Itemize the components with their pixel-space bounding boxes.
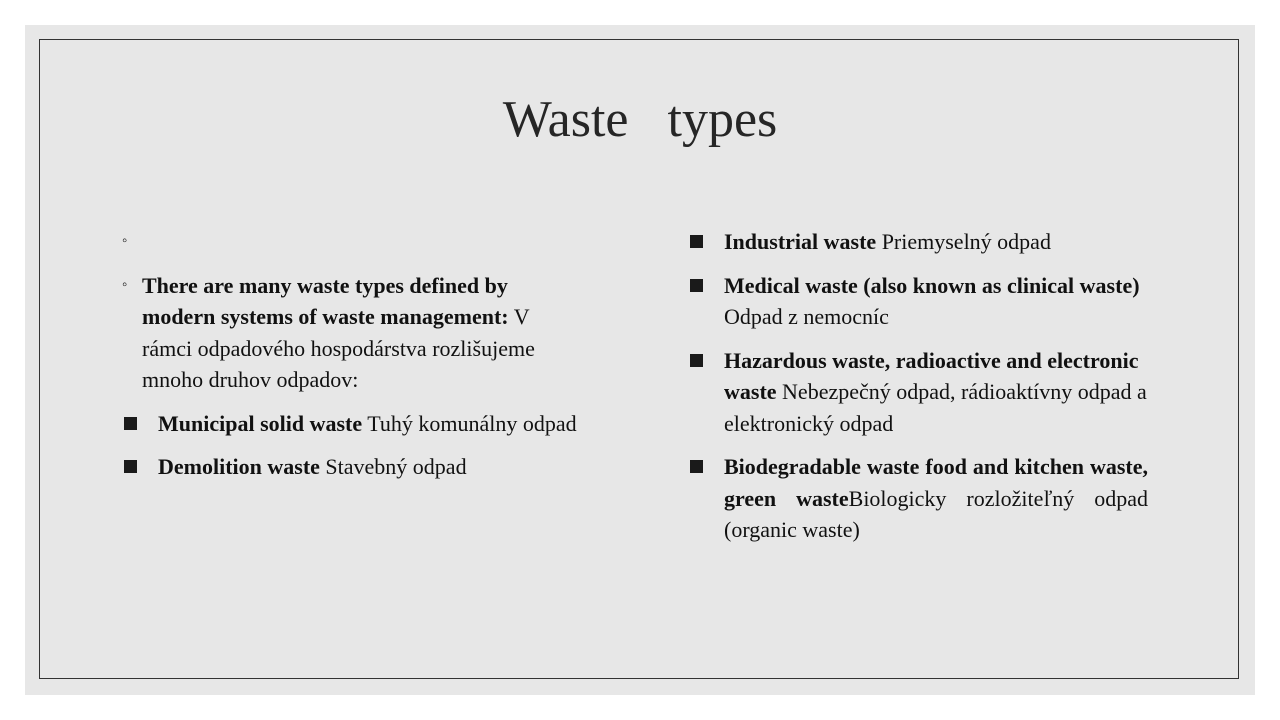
square-bullet-icon (690, 354, 703, 367)
intro-text: V rámci odpadového hospodárstva rozlišujeme mnoho druhov odpadov: (142, 304, 535, 392)
item-bold-text: Municipal solid waste (158, 410, 363, 436)
item-text: Stavebný odpad (319, 454, 467, 479)
item-text: Nebezpečný odpad, rádioaktívny odpad a elektronický odpad (724, 379, 1147, 436)
item-bold-text: Hazardous waste, radioactive and electronic waste (724, 347, 1139, 404)
item-bold-text: Demolition waste (158, 454, 320, 479)
list-item-municipal (122, 408, 582, 440)
intro-bullet-item (122, 270, 582, 396)
slide (25, 25, 1255, 695)
slide-frame (39, 39, 1239, 679)
square-bullet-icon (690, 235, 703, 248)
square-bullet-icon (124, 417, 137, 430)
item-text: Tuhý komunálny odpad (362, 410, 577, 436)
list-item-hazardous (688, 345, 1148, 440)
right-column (688, 226, 1148, 558)
list-item-demolition (122, 451, 582, 483)
item-bold-text: Biodegradable waste food and kitchen waste, green waste (724, 454, 1148, 511)
square-bullet-icon (124, 460, 137, 473)
item-bold-text: Medical waste (also known as clinical waste) (724, 272, 1140, 298)
circle-bullet-icon: ◦ (122, 233, 128, 249)
list-item-biodegradable (688, 451, 1148, 546)
empty-bullet-item (122, 226, 582, 258)
square-bullet-icon (690, 279, 703, 292)
circle-bullet-icon: ◦ (122, 276, 128, 293)
square-bullet-icon (690, 460, 703, 473)
item-text: Priemyselný odpad (876, 229, 1051, 254)
list-item-industrial (688, 226, 1148, 258)
slide-title: Waste types (502, 91, 778, 148)
list-item-medical (688, 270, 1148, 333)
item-text: Biologicky rozložiteľný odpad (organic waste) (724, 485, 1149, 542)
intro-bold-text: There are many waste types defined by modern systems of waste management: (142, 272, 509, 329)
item-bold-text: Industrial waste (724, 229, 877, 254)
left-column (122, 226, 582, 495)
item-text: Odpad z nemocníc (724, 304, 889, 329)
